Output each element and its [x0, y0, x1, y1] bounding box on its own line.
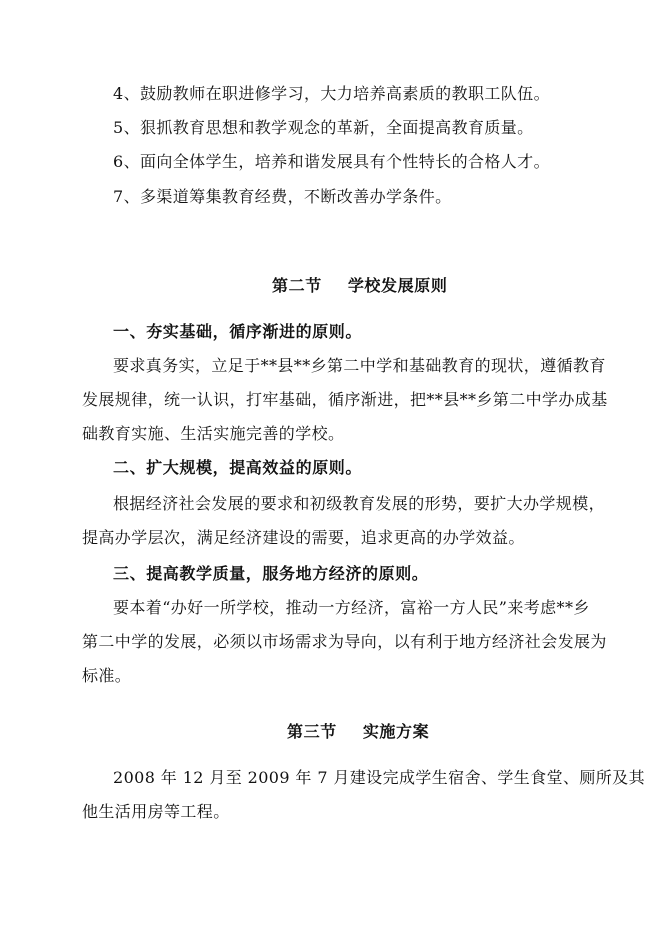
list-item: 6、面向全体学生，培养和谐发展具有个性特长的合格人才。 [113, 152, 550, 171]
section-number: 第三节 [287, 722, 337, 741]
principle-heading: 二、扩大规模，提高效益的原则。 [113, 458, 363, 477]
paragraph-line: 提高办学层次，满足经济建设的需要，追求更高的办学效益。 [82, 528, 525, 547]
paragraph-line: 发展规律，统一认识，打牢基础，循序渐进，把**县**乡第二中学办成基 [82, 390, 608, 409]
section-heading: 学校发展原则 [347, 276, 448, 295]
paragraph-line: 他生活用房等工程。 [82, 802, 230, 821]
paragraph-line: 标准。 [82, 666, 132, 685]
paragraph-line: 要求真务实，立足于**县**乡第二中学和基础教育的现状，遵循教育 [113, 356, 606, 375]
paragraph-line: 第二中学的发展，必须以市场需求为导向，以有利于地方经济社会发展为 [82, 632, 607, 651]
paragraph-line: 础教育实施、生活实施完善的学校。 [82, 424, 345, 443]
list-item: 5、狠抓教育思想和教学观念的革新，全面提高教育质量。 [113, 118, 534, 137]
paragraph-line: 根据经济社会发展的要求和初级教育发展的形势，要扩大办学规模， [113, 494, 606, 513]
section-number: 第二节 [272, 276, 322, 295]
list-item: 7、多渠道筹集教育经费，不断改善办学条件。 [113, 187, 452, 206]
principle-heading: 三、提高教学质量，服务地方经济的原则。 [113, 564, 429, 583]
section-heading: 实施方案 [362, 722, 430, 741]
list-item: 4、鼓励教师在职进修学习，大力培养高素质的教职工队伍。 [113, 84, 550, 103]
principle-heading: 一、夯实基础，循序渐进的原则。 [113, 322, 363, 341]
section-title [272, 276, 447, 296]
paragraph-line: 2008 年 12 月至 2009 年 7 月建设完成学生宿舍、学生食堂、厕所及其 [113, 768, 645, 787]
section-title [287, 722, 429, 742]
paragraph-line: 要本着“办好一所学校，推动一方经济，富裕一方人民”来考虑**乡 [113, 598, 590, 617]
